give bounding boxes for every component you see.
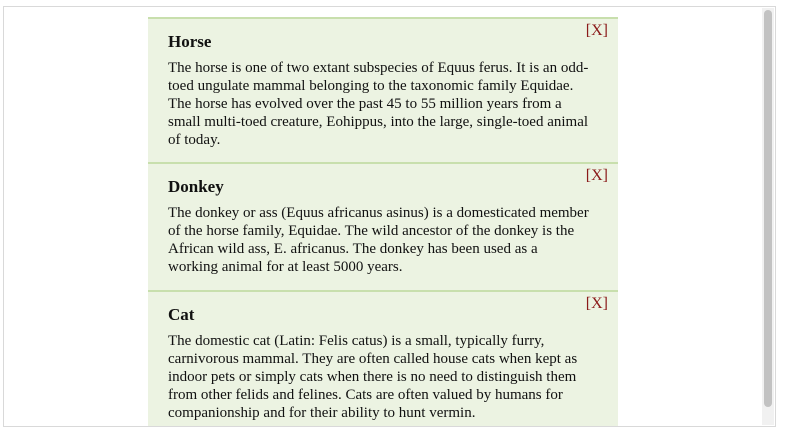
panel-title-cat: Cat <box>168 305 195 324</box>
panel-text-donkey: The donkey or ass (Equus africanus asinus) is a domesticated member of the horse family, Equidae. The wild ancestor of the donkey is the African wild ass, E. africanus. The donkey has been used as a working animal for at least 5000 years. <box>168 205 589 275</box>
panel-horse <box>148 17 618 162</box>
panel-cat <box>148 290 618 427</box>
scrollbar-thumb[interactable] <box>764 10 772 407</box>
content-frame <box>3 6 776 427</box>
close-button-donkey[interactable]: [X] <box>585 167 608 184</box>
vertical-scrollbar[interactable] <box>762 8 774 425</box>
panel-text-cat: The domestic cat (Latin: Felis catus) is a small, typically furry, carnivorous mammal. They are often called house cats when kept as indoor pets or simply cats when there is no need to distinguish them from other felids and felines. Cats are often valued by humans for companionship and for their ability to hunt vermin. <box>168 333 578 421</box>
close-button-horse[interactable]: [X] <box>585 22 608 39</box>
panel-title-donkey: Donkey <box>168 177 224 196</box>
panel-donkey <box>148 162 618 290</box>
panel-title-horse: Horse <box>168 32 212 51</box>
panel-list <box>148 17 618 427</box>
close-button-cat[interactable]: [X] <box>585 295 608 312</box>
panel-text-horse: The horse is one of two extant subspecies of Equus ferus. It is an odd-toed ungulate mammal belonging to the taxonomic family Equidae. The horse has evolved over the past 45 to 55 million years from a small multi-toed creature, Eohippus, into the large, single-toed animal of today. <box>168 60 589 148</box>
